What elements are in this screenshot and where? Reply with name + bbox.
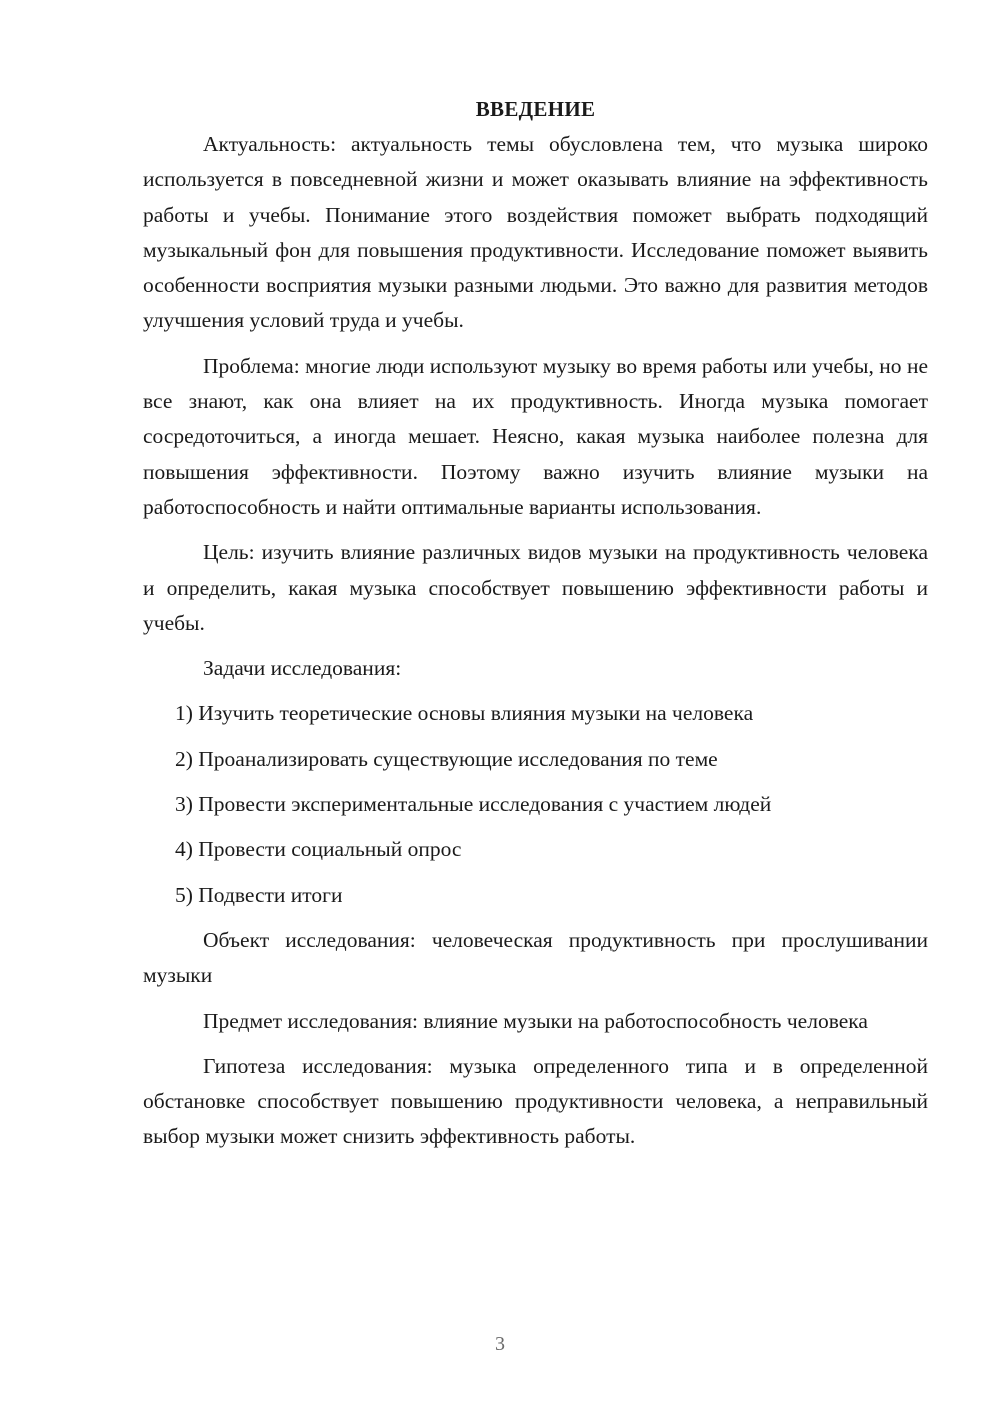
tasks-heading: Задачи исследования:	[203, 656, 402, 681]
page-number: 3	[495, 1333, 505, 1355]
hypothesis-paragraph: Гипотеза исследования: музыка определенного типа и в определенной обстановке способствует повышению продуктивности человека, а неправильный выбор музыки может снизить эффективность работы.	[143, 1053, 928, 1149]
tasks-list	[143, 696, 928, 912]
relevance-paragraph: Актуальность: актуальность темы обусловлена тем, что музыка широко используется в повседневной жизни и может оказывать влияние на эффективность работы и учебы. Понимание этого воздействия поможет выбрать подходящий музыкальный фон для повышения продуктивности. Исследование поможет выявить особенности восприятия музыки разными людьми. Это важно для развития методов улучшения условий труда и учебы.	[143, 132, 928, 333]
task-item: 3) Провести экспериментальные исследования с участием людей	[175, 792, 772, 817]
goal-paragraph: Цель: изучить влияние различных видов музыки на продуктивность человека и определить, какая музыка способствует повышению эффективности работы и учебы.	[143, 540, 928, 635]
task-item: 4) Провести социальный опрос	[175, 837, 462, 862]
problem-paragraph: Проблема: многие люди используют музыку во время работы или учебы, но не все знают, как она влияет на их продуктивность. Иногда музыка помогает сосредоточиться, а иногда мешает. Неясно, какая музыка наиболее полезна для повышения эффективности. Поэтому важно изучить влияние музыки на работоспособность и найти оптимальные варианты использования.	[143, 353, 928, 519]
section-title: ВВЕДЕНИЕ	[475, 97, 596, 121]
task-item: 1) Изучить теоретические основы влияния музыки на человека	[175, 701, 754, 726]
object-paragraph: Объект исследования: человеческая продуктивность при прослушивании музыки	[143, 927, 928, 988]
task-item: 2) Проанализировать существующие исследования по теме	[175, 746, 718, 771]
subject-paragraph: Предмет исследования: влияние музыки на работоспособность человека	[203, 1008, 868, 1033]
document-page	[143, 92, 928, 1165]
task-item: 5) Подвести итоги	[175, 882, 343, 907]
